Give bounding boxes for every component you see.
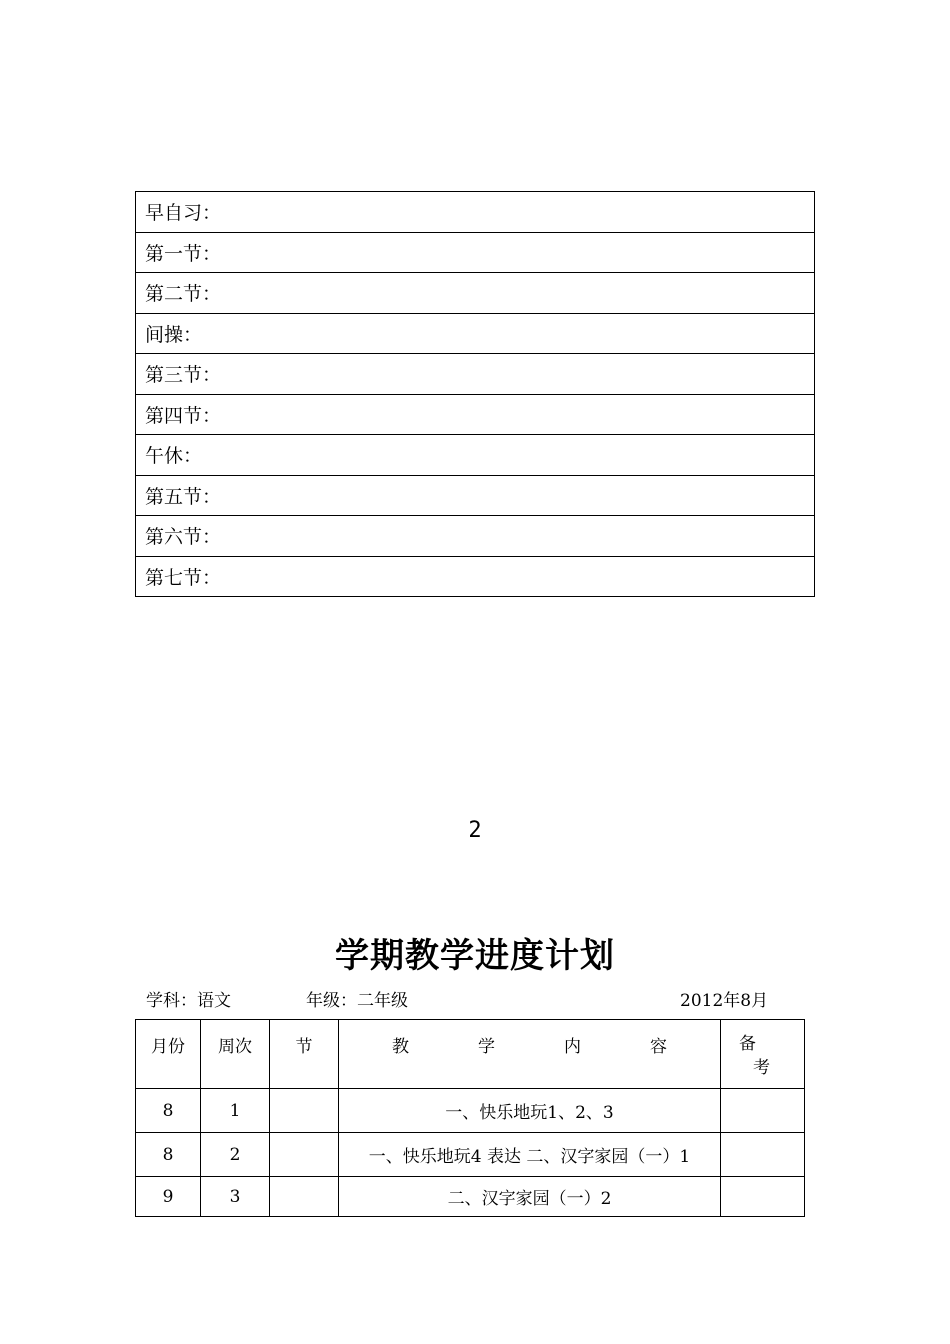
schedule-cell: 第二节： (136, 273, 815, 314)
header-content-char: 容 (650, 1037, 667, 1057)
cell-note (721, 1089, 805, 1133)
header-note-line1: 备 (739, 1034, 756, 1054)
cell-week: 3 (201, 1177, 270, 1217)
schedule-row (136, 313, 815, 354)
schedule-row (136, 475, 815, 516)
cell-note (721, 1133, 805, 1177)
table-header-row (136, 1020, 805, 1089)
cell-content: 一、快乐地玩4 表达 二、汉字家园（一）1 (339, 1133, 721, 1177)
schedule-row (136, 394, 815, 435)
header-month: 月份 (136, 1020, 201, 1089)
header-content-char: 学 (478, 1037, 495, 1057)
cell-month: 8 (136, 1089, 201, 1133)
schedule-cell: 早自习： (136, 192, 815, 233)
schedule-cell: 第三节： (136, 354, 815, 395)
schedule-row (136, 516, 815, 557)
cell-month: 8 (136, 1133, 201, 1177)
schedule-cell: 第七节： (136, 556, 815, 597)
schedule-cell: 第六节： (136, 516, 815, 557)
schedule-row (136, 354, 815, 395)
teaching-plan-table (135, 1019, 805, 1217)
subject-label: 学科：语文 (146, 991, 231, 1011)
schedule-cell: 第四节： (136, 394, 815, 435)
cell-week: 1 (201, 1089, 270, 1133)
schedule-cell: 第五节： (136, 475, 815, 516)
table-row (136, 1177, 805, 1217)
header-week: 周次 (201, 1020, 270, 1089)
schedule-row (136, 556, 815, 597)
header-content-char: 教 (392, 1037, 409, 1057)
header-section: 节 (270, 1020, 339, 1089)
header-note-line2: 考 (753, 1058, 770, 1078)
schedule-cell: 午休： (136, 435, 815, 476)
cell-week: 2 (201, 1133, 270, 1177)
schedule-cell: 间操： (136, 313, 815, 354)
header-note (721, 1020, 805, 1089)
schedule-cell: 第一节： (136, 232, 815, 273)
schedule-row (136, 273, 815, 314)
table-row (136, 1089, 805, 1133)
cell-month: 9 (136, 1177, 201, 1217)
cell-section (270, 1089, 339, 1133)
header-content-char: 内 (564, 1037, 581, 1057)
cell-section (270, 1133, 339, 1177)
page-number: 2 (468, 818, 482, 843)
schedule-row (136, 232, 815, 273)
date-label: 2012年8月 (680, 991, 769, 1011)
daily-schedule-table (135, 191, 815, 597)
header-content (339, 1020, 721, 1089)
schedule-row (136, 192, 815, 233)
cell-section (270, 1177, 339, 1217)
cell-content: 二、汉字家园（一）2 (339, 1177, 721, 1217)
schedule-row (136, 435, 815, 476)
page-title: 学期教学进度计划 (335, 936, 615, 976)
cell-note (721, 1177, 805, 1217)
cell-content: 一、快乐地玩1、2、3 (339, 1089, 721, 1133)
table-row (136, 1133, 805, 1177)
grade-label: 年级：二年级 (306, 991, 408, 1011)
